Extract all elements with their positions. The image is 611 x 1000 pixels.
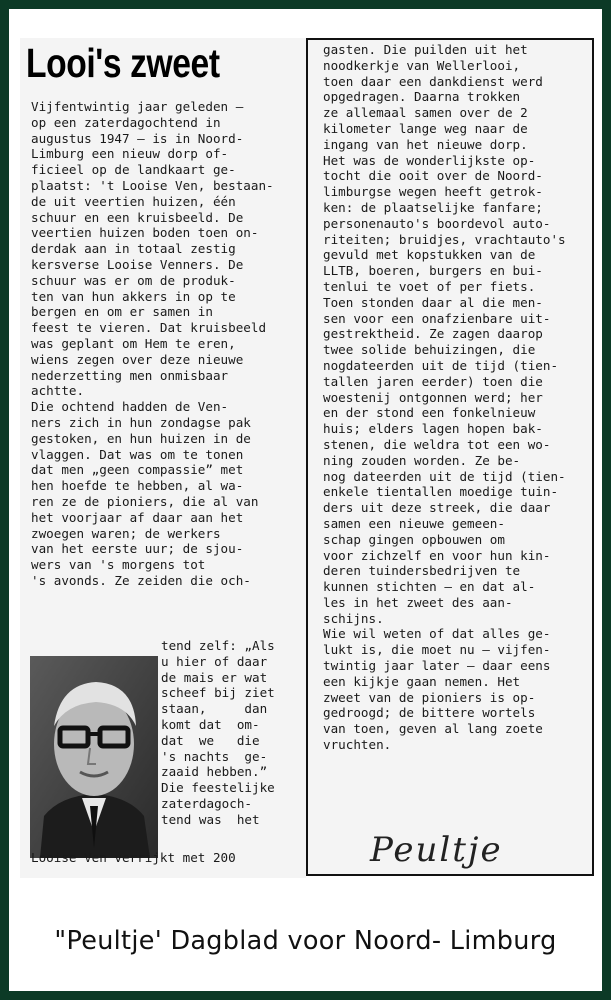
photo-side-text: tend zelf: „Als u hier of daar de mais er wat scheef bij ziet staan, dan komt dat om- dat we die 's nachts ge- zaaid hebben.” Die feestelijke zaterdagoch- tend was het	[161, 638, 275, 827]
right-column-text: gasten. Die puilden uit het noodkerkje van Wellerlooi, toen daar een dankdienst werd opgedragen. Daarna trokken ze allemaal samen over de 2 kilometer lange weg naar de ingang van het nieuwe dorp. Het was de wonderlijkste op- tocht die ooit over de Noord- limburgse wegen heeft getrok- ken: de plaatselijke fanfare; personenauto's boordevol auto- riteiten; bruidjes, vrachtauto's gevuld met kopstukken van de LLTB, boeren, burgers en bui- tenlui te voet of per fiets. Toen stonden daar al die men- sen voor een onafzienbare uit- gestrektheid. Ze zagen daarop twee solide behuizingen, die nogdateerden uit de tijd (tien- tallen jaren eerder) toen die woestenij ontgonnen werd; her en der stond een fonkelnieuw huis; elders lagen hopen bak- stenen, die weldra tot een wo- ning zouden worden. Ze be- nog dateerden uit de tijd (tien- enkele tientallen moedige tuin- ders uit deze streek, die daar samen een nieuwe gemeen- schap gingen opbouwen om voor zichzelf en voor hun kin- deren tuindersbedrijven te kunnen stichten — en dat al- les in het zweet des aan- schijns. Wie wil weten of dat alles ge- lukt is, die moet nu — vijfen- twintig jaar later — daar eens een kijkje gaan nemen. Het zweet van de pioniers is op- gedroogd; de bittere wortels van toen, geven al lang zoete vruchten.	[323, 42, 566, 753]
left-column-clipping	[20, 38, 306, 878]
image-caption: "Peultje' Dagblad voor Noord- Limburg	[54, 926, 557, 956]
article-headline: Looi's zweet	[26, 40, 220, 86]
signature: Peultje	[370, 830, 503, 870]
left-column-text: Vijfentwintig jaar geleden — op een zaterdagochtend in augustus 1947 — is in Noord- Limburg een nieuw dorp of- ficieel op de landkaart ge- plaatst: 't Looise Ven, bestaan- de uit veertien huizen, één schuur en een kruisbeeld. De veertien huizen boden toen on- derdak aan in totaal zestig kersverse Looise Venners. De schuur was er om de produk- ten van hun akkers in op te bergen en om er samen in feest te vieren. Dat kruisbeeld was geplant om Hem te eren, wiens zegen over deze nieuwe nederzetting men onmisbaar achtte. Die ochtend hadden de Ven- ners zich in hun zondagse pak gestoken, en hun huizen in de vlaggen. Dat was om te tonen dat men „geen compassie” met hen hoefde te hebben, al wa- ren ze de pioniers, die al van het voorjaar af daar aan het zwoegen waren; de werkers van het eerste uur; de sjou- wers van 's morgens tot 's avonds. Ze zeiden die och-	[31, 99, 274, 588]
right-column-clipping	[306, 38, 594, 876]
left-column-bottom-text: Looise Ven verrijkt met 200	[31, 850, 236, 865]
portrait-photo	[30, 656, 158, 858]
